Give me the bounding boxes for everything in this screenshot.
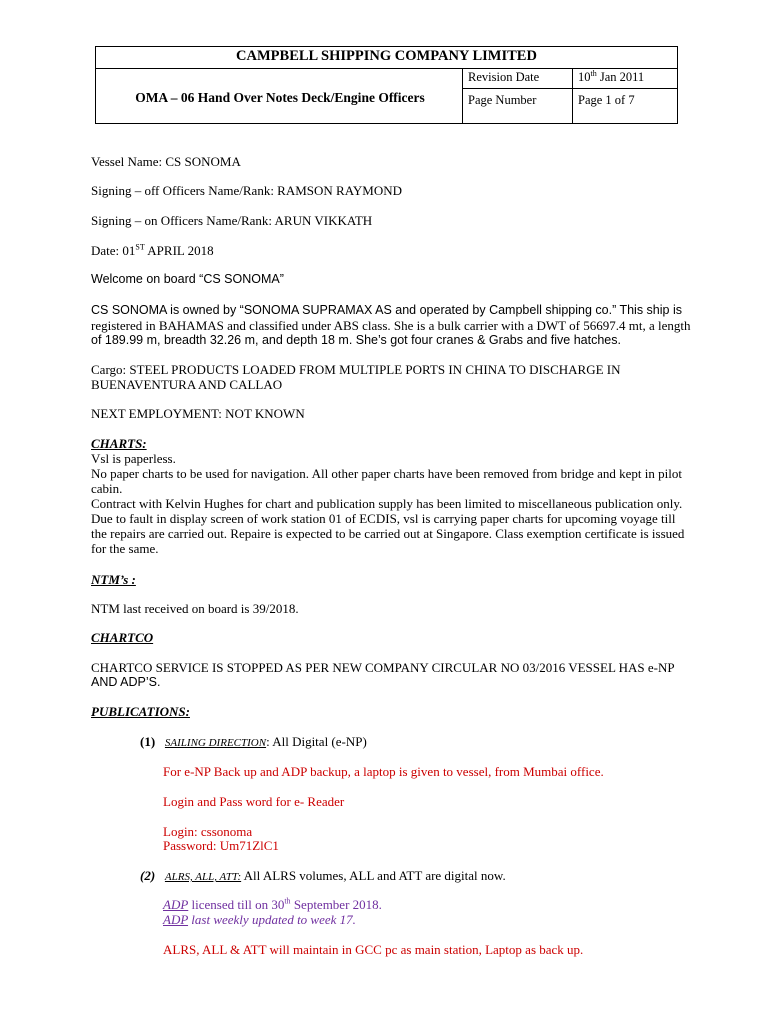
revision-date-label: Revision Date bbox=[468, 70, 540, 84]
adp-link[interactable]: ADP bbox=[163, 897, 189, 912]
alrs-note: ALRS, ALL & ATT will maintain in GCC pc as main station, Laptop as back up. bbox=[163, 942, 584, 957]
charts-heading: CHARTS: bbox=[91, 436, 147, 451]
login-value: Login: cssonoma bbox=[163, 824, 253, 839]
header-divider bbox=[462, 68, 463, 124]
intro-line-3: of 189.99 m, breadth 32.26 m, and depth 18 m. She’s got four cranes & Grabs and five hatches. bbox=[91, 333, 621, 347]
handover-date: Date: 01ST APRIL 2018 bbox=[91, 242, 214, 258]
backup-note: For e-NP Back up and ADP backup, a laptop is given to vessel, from Mumbai office. bbox=[163, 764, 604, 779]
intro-line-1: CS SONOMA is owned by “SONOMA SUPRAMAX AS and operated by Campbell shipping co.” This ship is bbox=[91, 303, 682, 317]
ntm-text: NTM last received on board is 39/2018. bbox=[91, 601, 299, 616]
publication-item-1: (1) SAILING DIRECTION: All Digital (e-NP) bbox=[140, 734, 367, 749]
intro-line-2: registered in BAHAMAS and classified under ABS class. She is a bulk carrier with a DWT of 56697.4 mt, a length bbox=[91, 318, 691, 333]
chartco-line-1: CHARTCO SERVICE IS STOPPED AS PER NEW COMPANY CIRCULAR NO 03/2016 VESSEL HAS e-NP bbox=[91, 660, 675, 675]
publication-item-2: (2) ALRS, ALL, ATT: All ALRS volumes, ALL and ATT are digital now. bbox=[140, 868, 506, 883]
publications-heading: PUBLICATIONS: bbox=[91, 704, 190, 719]
chartco-heading: CHARTCO bbox=[91, 630, 154, 645]
cargo-line-2: BUENAVENTURA AND CALLAO bbox=[91, 377, 283, 392]
adp-license-line: ADP licensed till on 30th September 2018. bbox=[163, 896, 382, 912]
signing-on-officer: Signing – on Officers Name/Rank: ARUN VIKKATH bbox=[91, 213, 373, 228]
charts-line: for the same. bbox=[91, 541, 159, 556]
header-divider bbox=[462, 88, 678, 89]
welcome-line: Welcome on board “CS SONOMA” bbox=[91, 272, 284, 286]
document-title: OMA – 06 Hand Over Notes Deck/Engine Officers bbox=[135, 90, 425, 105]
next-employment: NEXT EMPLOYMENT: NOT KNOWN bbox=[91, 406, 305, 421]
charts-line: No paper charts to be used for navigation. All other paper charts have been removed from bridge and kept in pilot bbox=[91, 466, 682, 481]
charts-line: Contract with Kelvin Hughes for chart and publication supply has been limited to miscellaneous publication only. bbox=[91, 496, 683, 511]
vessel-name: Vessel Name: CS SONOMA bbox=[91, 154, 241, 169]
charts-line: Due to fault in display screen of work station 01 of ECDIS, vsl is carrying paper charts for upcoming voyage till bbox=[91, 511, 676, 526]
page-number-value: Page 1 of 7 bbox=[578, 93, 635, 107]
page-number-label: Page Number bbox=[468, 93, 537, 107]
cargo-line-1: Cargo: STEEL PRODUCTS LOADED FROM MULTIPLE PORTS IN CHINA TO DISCHARGE IN bbox=[91, 362, 621, 377]
ntm-heading: NTM’s : bbox=[91, 572, 136, 587]
charts-line: the repairs are carried out. Repaire is expected to be carried out at Singapore. Class exemption certificate is issued bbox=[91, 526, 685, 541]
adp-update-line: ADP last weekly updated to week 17. bbox=[163, 912, 356, 927]
header-divider bbox=[572, 68, 573, 124]
login-title: Login and Pass word for e- Reader bbox=[163, 794, 345, 809]
charts-line: Vsl is paperless. bbox=[91, 451, 176, 466]
charts-line: cabin. bbox=[91, 481, 123, 496]
revision-date-value: 10th Jan 2011 bbox=[578, 68, 645, 84]
adp-link[interactable]: ADP bbox=[163, 912, 189, 927]
signing-off-officer: Signing – off Officers Name/Rank: RAMSON RAYMOND bbox=[91, 183, 403, 198]
chartco-line-2: AND ADP’S. bbox=[91, 675, 161, 689]
company-name: CAMPBELL SHIPPING COMPANY LIMITED bbox=[236, 48, 537, 64]
password-value: Password: Um71ZlC1 bbox=[163, 838, 279, 853]
